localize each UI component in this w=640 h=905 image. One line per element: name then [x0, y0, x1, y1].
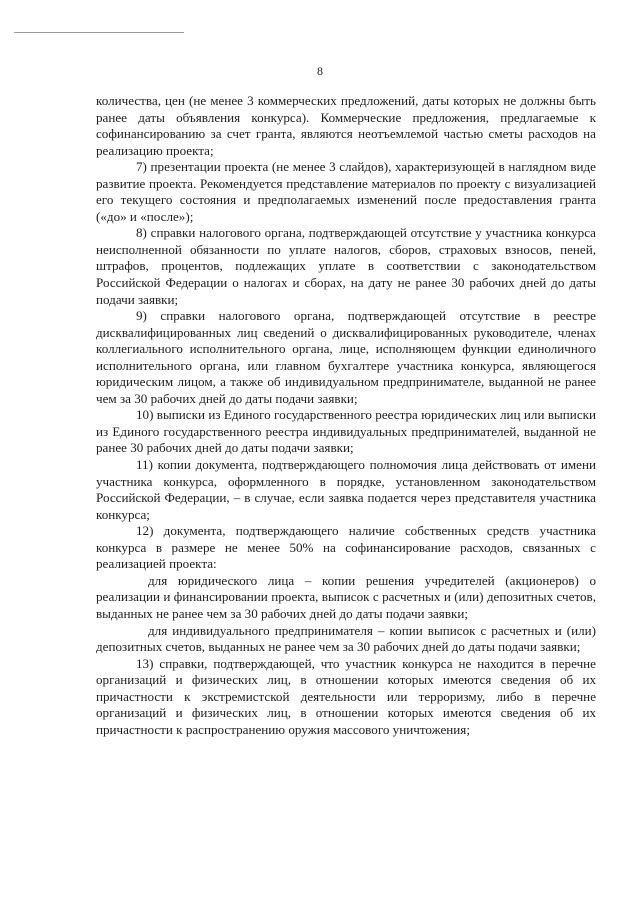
paragraph-item-13: 13) справки, подтверждающей, что участник конкурса не находится в перечне организаций и физических лиц, в отношении которых имеются сведения об их причастности к экстремистской деятельности или терроризму, либо в перечне организаций и физических лиц, в отношении которых имеются сведения об их причастности к распространению оружия массового уничтожения; [96, 655, 596, 737]
paragraph-item-10: 10) выписки из Единого государственного реестра юридических лиц или выписки из Единого государственного реестра индивидуальных предпринимателей, выданной не ранее 30 рабочих дней до даты подачи заявки; [96, 407, 596, 456]
page-number: 8 [317, 64, 323, 78]
document-body [96, 93, 596, 738]
paragraph-item-8: 8) справки налогового органа, подтверждающей отсутствие у участника конкурса неисполненной обязанности по уплате налогов, сборов, страховых взносов, пеней, штрафов, процентов, подлежащих уплате в соответствии с законодательством Российской Федерации о налогах и сборах, на дату не ранее 30 рабочих дней до даты подачи заявки; [96, 225, 596, 307]
paragraph-legal-entity: для юридического лица – копии решения учредителей (акционеров) о реализации и финансировании проекта, выписок с расчетных и (или) депозитных счетов, выданных не ранее чем за 30 рабочих дней до даты подачи заявки; [96, 572, 596, 621]
paragraph-continuation: количества, цен (не менее 3 коммерческих предложений, даты которых не должны быть ранее даты объявления конкурса). Коммерческие предложения, предлагаемые к софинансированию за счет гранта, являются неотъемлемой частью сметы расходов на реализацию проекта; [96, 93, 596, 158]
paragraph-item-12: 12) документа, подтверждающего наличие собственных средств участника конкурса в размере не менее 50% на софинансирование расходов, связанных с реализацией проекта: [96, 523, 596, 572]
paragraph-item-11: 11) копии документа, подтверждающего полномочия лица действовать от имени участника конкурса, оформленного в порядке, установленном законодательством Российской Федерации, – в случае, если заявка подается через представителя участника конкурса; [96, 457, 596, 522]
paragraph-item-7: 7) презентации проекта (не менее 3 слайдов), характеризующей в наглядном виде развитие проекта. Рекомендуется представление материалов по проекту с визуализацией его текущего состояния и предполагаемых изменений после предоставления гранта («до» и «после»); [96, 159, 596, 224]
paragraph-item-9: 9) справки налогового органа, подтверждающей отсутствие в реестре дисквалифицированных лиц сведений о дисквалифицированных руководителе, членах коллегиального исполнительного органа, лице, исполняющем функции единоличного исполнительного органа, или главном бухгалтере участника конкурса, являющегося юридическим лицом, а также об индивидуальном предпринимателе, выданной не ранее чем за 30 рабочих дней до даты подачи заявки; [96, 308, 596, 406]
scan-edge-line [14, 32, 184, 33]
paragraph-individual-entrepreneur: для индивидуального предпринимателя – копии выписок с расчетных и (или) депозитных счетов, выданных не ранее чем за 30 рабочих дней до даты подачи заявки; [96, 622, 596, 655]
